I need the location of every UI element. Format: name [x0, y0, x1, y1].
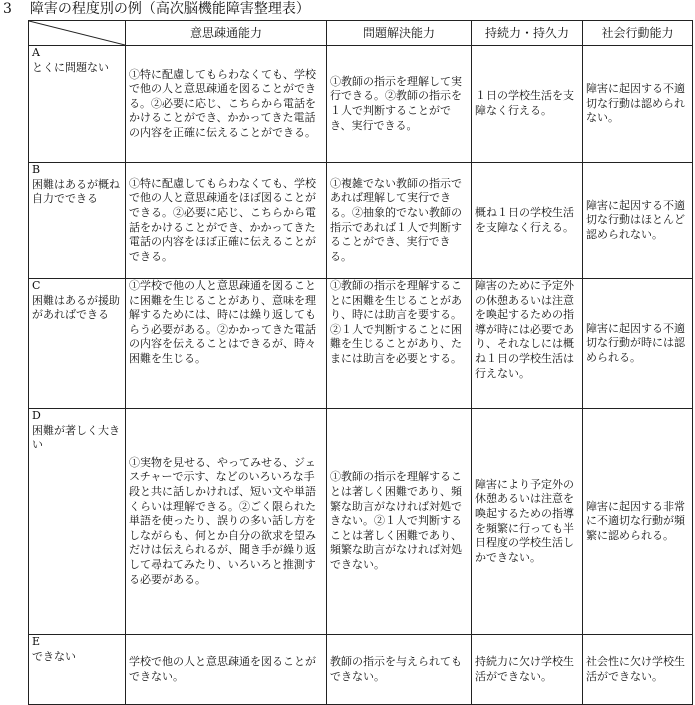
- document-title: [3, 0, 310, 18]
- cell-endurance: 障害により予定外の休憩あるいは注意を喚起するための指導を頻繁に行っても半日程度の学校生活しかできない。: [472, 409, 583, 635]
- cell-endurance: 障害のために予定外の休憩あるいは注意を喚起するための指導が時には必要であり、それなしには概ね１日の学校生活は行えない。: [472, 279, 583, 409]
- grade-label: できない: [32, 649, 76, 663]
- cell-endurance: １日の学校生活を支障なく行える。: [472, 46, 583, 163]
- column-header-social-behavior: 社会行動能力: [583, 21, 693, 46]
- cell-communication: ①実物を見せる、やってみせる、ジェスチャーで示す、などのいろいろな手段と共に話しかければ、短い文や単語くらいは理解できる。②ごく限られた単語を使ったり、誤りの多い話し方をしながらも、何とか自分の欲求を望みだけは伝えられるが、聞き手が繰り返して尋ねてみたり、いろいろと推測する必要がある。: [126, 409, 327, 635]
- row-grade-e: [29, 635, 693, 705]
- cell-problem-solving: ①教師の指示を理解することに困難を生じることがあり、時には助言を要する。②１人で判断することに困難を生じることがあり、たまには助言を必要とする。: [327, 279, 472, 409]
- cell-communication: ①学校で他の人と意思疎通を図ることに困難を生じることがあり、意味を理解するためには、時には繰り返してもらう必要がある。②かかってきた電話の内容を伝えることはできるが、時々困難を生じる。: [126, 279, 327, 409]
- cell-communication: 学校で他の人と意思疎通を図ることができない。: [126, 635, 327, 705]
- cell-social-behavior: 障害に起因する不適切な行動は認められない。: [583, 46, 693, 163]
- row-header-c: [29, 279, 126, 409]
- cell-problem-solving: ①教師の指示を理解して実行できる。②教師の指示を１人で判断することができ、実行できる。: [327, 46, 472, 163]
- column-header-endurance: 持続力・持久力: [472, 21, 583, 46]
- grade-letter: C: [32, 279, 41, 292]
- row-header-a: [29, 46, 126, 163]
- cell-problem-solving: ①複雑でない教師の指示であれば理解して実行できる。②抽象的でない教師の指示であれば１人で判断することができ、実行できる。: [327, 163, 472, 279]
- cell-social-behavior: 社会性に欠け学校生活ができない。: [583, 635, 693, 705]
- cell-communication: ①特に配慮してもらわなくても、学校で他の人と意思疎通を図ることができる。②必要に応じ、こちらから電話をかけることができ、かかってきた電話の内容を正確に伝えることができる。: [126, 46, 327, 163]
- cell-problem-solving: 教師の指示を与えられてもできない。: [327, 635, 472, 705]
- row-header-b: [29, 163, 126, 279]
- cell-communication: ①特に配慮してもらわなくても、学校で他の人と意思疎通をほぼ図ることができる。②必要に応じ、こちらから電話をかけることができ、かかってきた電話の内容をほぼ正確に伝えることができる。: [126, 163, 327, 279]
- row-grade-b: [29, 163, 693, 279]
- cell-endurance: 持続力に欠け学校生活ができない。: [472, 635, 583, 705]
- cell-social-behavior: 障害に起因する不適切な行動が時には認められる。: [583, 279, 693, 409]
- row-grade-d: [29, 409, 693, 635]
- grade-letter: B: [32, 163, 41, 176]
- cell-social-behavior: 障害に起因する非常に不適切な行動が頻繁に認められる。: [583, 409, 693, 635]
- section-number: 3: [3, 1, 12, 17]
- column-header-communication: 意思疎通能力: [126, 21, 327, 46]
- row-grade-c: [29, 279, 693, 409]
- title-text: 障害の程度別の例（高次脳機能障害整理表）: [29, 1, 310, 17]
- disability-level-table: [28, 20, 693, 705]
- cell-problem-solving: ①教師の指示を理解することは著しく困難であり、頻繁な助言がなければ対処できない。②１人で判断することは著しく困難であり、頻繁な助言がなければ対処できない。: [327, 409, 472, 635]
- grade-label: 困難が著しく大きい: [32, 423, 120, 452]
- grade-letter: D: [32, 409, 41, 422]
- grade-label: とくに問題ない: [32, 60, 109, 74]
- row-grade-a: [29, 46, 693, 163]
- grade-label: 困難はあるが援助があればできる: [32, 293, 120, 322]
- grade-letter: E: [32, 635, 41, 648]
- corner-cell: [29, 21, 126, 46]
- diagonal-line: [29, 21, 125, 45]
- header-row: [29, 21, 693, 46]
- column-header-problem-solving: 問題解決能力: [327, 21, 472, 46]
- row-header-d: [29, 409, 126, 635]
- grade-letter: A: [32, 46, 40, 59]
- cell-endurance: 概ね１日の学校生活を支障なく行える。: [472, 163, 583, 279]
- grade-label: 困難はあるが概ね自力でできる: [32, 177, 120, 206]
- cell-social-behavior: 障害に起因する不適切な行動はほとんど認められない。: [583, 163, 693, 279]
- row-header-e: [29, 635, 126, 705]
